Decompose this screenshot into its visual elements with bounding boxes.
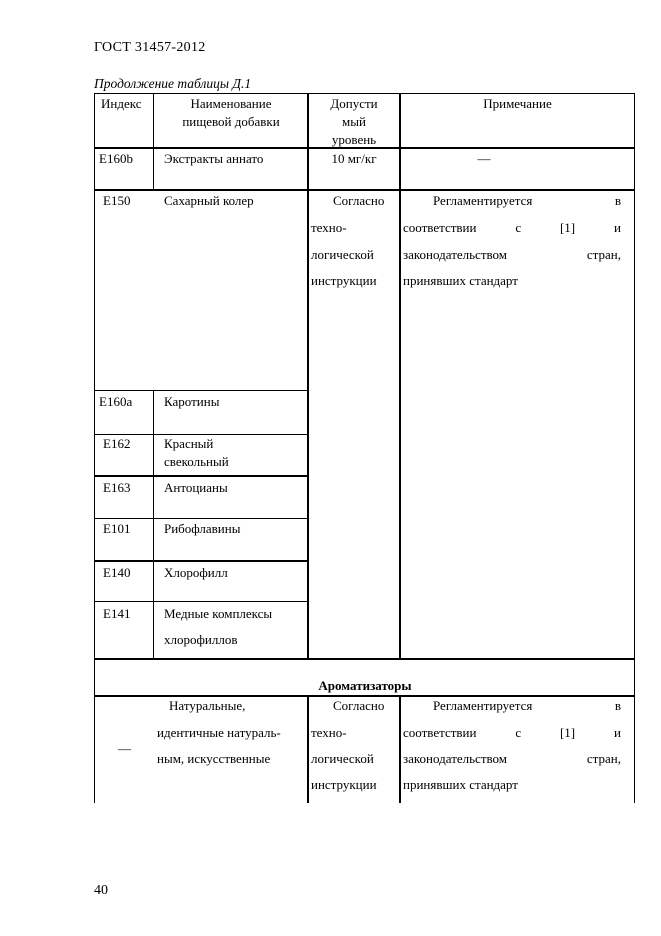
table-right-border	[634, 93, 635, 803]
row-divider	[94, 390, 308, 391]
page-number: 40	[94, 883, 108, 898]
header-name: Наименование пищевой добавки	[182, 96, 280, 129]
row-name: Рибофлавины	[164, 521, 241, 536]
column-divider	[153, 390, 154, 658]
row-index: Е150	[103, 193, 131, 208]
row-index: Е140	[103, 565, 131, 580]
row-index: Е163	[103, 480, 131, 495]
table-continuation-caption: Продолжение таблицы Д.1	[94, 76, 252, 91]
row-index: Е160b	[99, 151, 133, 166]
row-note: —	[477, 151, 491, 166]
column-divider	[399, 93, 401, 658]
row-divider	[94, 518, 308, 519]
row-index: —	[118, 741, 131, 756]
row-name: Красный свекольный	[164, 436, 229, 469]
table-left-border	[94, 93, 95, 803]
row-index: Е160a	[99, 394, 133, 409]
row-index: Е141	[103, 606, 131, 621]
row-index: Е101	[103, 521, 131, 536]
header-index: Индекс	[101, 96, 142, 111]
row-name: Хлорофилл	[164, 565, 228, 580]
row-divider	[94, 560, 308, 562]
header-note: Примечание	[483, 96, 552, 111]
column-divider	[307, 93, 309, 658]
column-divider	[399, 697, 401, 803]
row-name: Антоцианы	[164, 480, 228, 495]
row-index: Е162	[103, 436, 131, 451]
table-top-border	[94, 93, 635, 94]
row-divider	[94, 601, 308, 602]
column-divider	[153, 93, 154, 189]
row-name: Медные комплексы хлорофиллов	[164, 606, 273, 647]
row-level: 10 мг/кг	[331, 151, 377, 166]
row-divider	[94, 475, 308, 477]
row-name: Экстракты аннато	[164, 151, 264, 166]
document-standard-code: ГОСТ 31457-2012	[94, 40, 206, 55]
section-title-flavorings: Ароматизаторы	[318, 678, 412, 693]
column-divider	[307, 697, 309, 803]
row-name: Сахарный колер	[164, 193, 254, 208]
header-level: Допусти мый уровень	[330, 96, 378, 147]
row-name: Каротины	[164, 394, 220, 409]
row-divider	[94, 189, 635, 191]
row-divider	[94, 658, 635, 660]
